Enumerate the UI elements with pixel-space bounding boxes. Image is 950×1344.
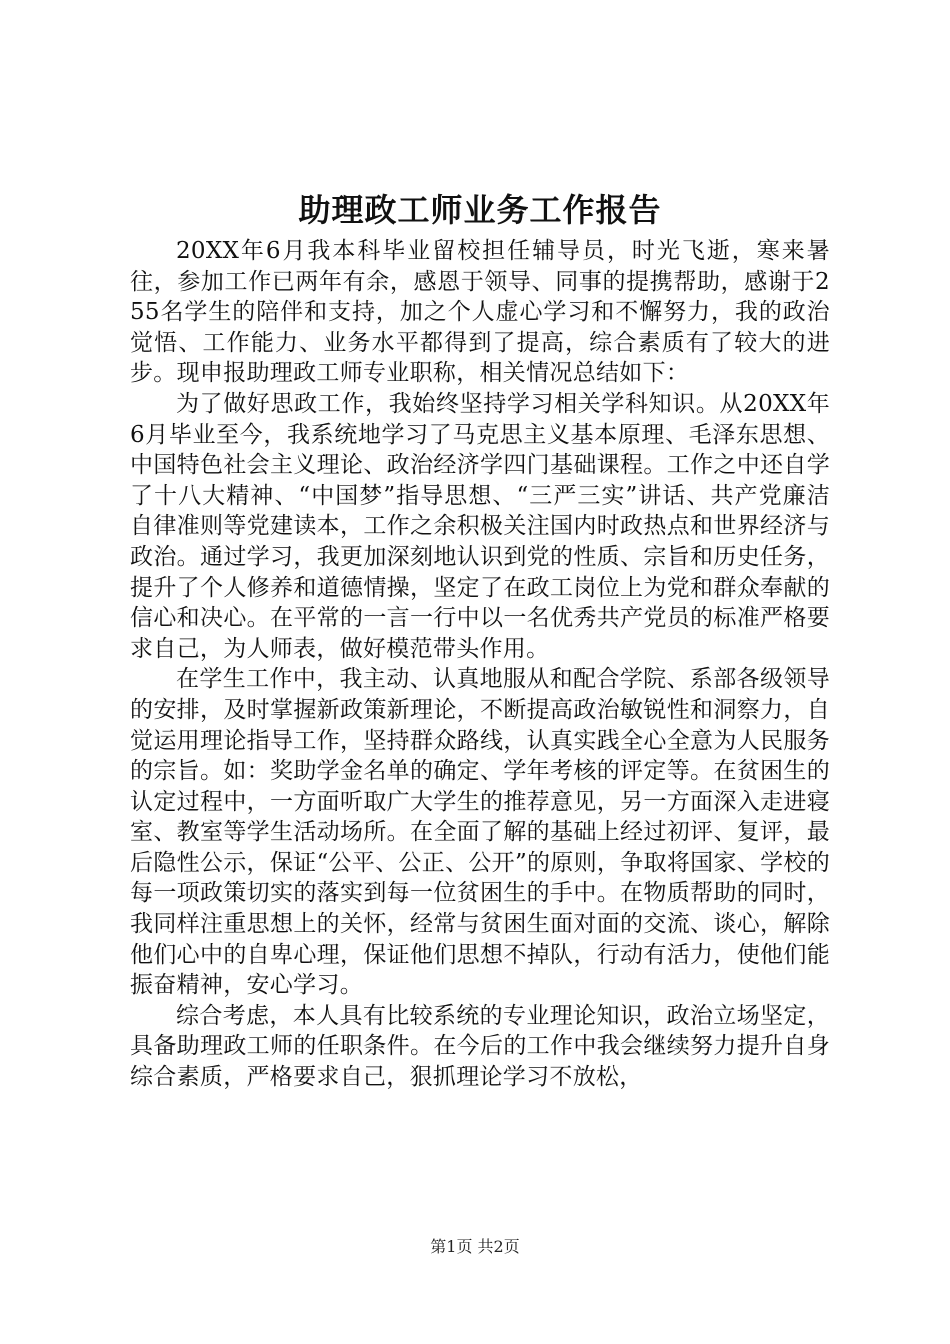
page-number-footer: 第1页 共2页 — [430, 1237, 520, 1256]
paragraph-3: 在学生工作中，我主动、认真地服从和配合学院、系部各级领导的安排，及时掌握新政策新理论，不断提高政治敏锐性和洞察力，自觉运用理论指导工作，坚持群众路线，认真实践全心全意为人民服务的宗旨。如：奖助学金名单的确定、学年考核的评定等。在贫困生的认定过程中，一方面听取广大学生的推荐意见，另一方面深入走进寝室、教室等学生活动场所。在全面了解的基础上经过初评、复评，最后隐性公示，保证“公平、公正、公开”的原则，争取将国家、学校的每一项政策切实的落实到每一位贫困生的手中。在物质帮助的同时，我同样注重思想上的关怀，经常与贫困生面对面的交流、谈心，解除他们心中的自卑心理，保证他们思想不掉队，行动有活力，使他们能振奋精神，安心学习。 — [130, 666, 830, 999]
paragraph-4: 综合考虑，本人具有比较系统的专业理论知识，政治立场坚定，具备助理政工师的任职条件。在今后的工作中我会继续努力提升自身综合素质，严格要求自己，狠抓理论学习不放松， — [130, 1002, 830, 1091]
document-title: 助理政工师业务工作报告 — [298, 191, 662, 229]
document-body — [130, 236, 830, 1093]
paragraph-1: 20XX年6月我本科毕业留校担任辅导员，时光飞逝，寒来暑往，参加工作已两年有余，感恩于领导、同事的提携帮助，感谢于255名学生的陪伴和支持，加之个人虚心学习和不懈努力，我的政治觉悟、工作能力、业务水平都得到了提高，综合素质有了较大的进步。现申报助理政工师专业职称，相关情况总结如下： — [130, 238, 830, 387]
paragraph-2: 为了做好思政工作，我始终坚持学习相关学科知识。从20XX年6月毕业至今，我系统地学习了马克思主义基本原理、毛泽东思想、中国特色社会主义理论、政治经济学四门基础课程。工作之中还自学了十八大精神、“中国梦”指导思想、“三严三实”讲话、共产党廉洁自律准则等党建读本，工作之余积极关注国内时政热点和世界经济与政治。通过学习，我更加深刻地认识到党的性质、宗旨和历史任务，提升了个人修养和道德情操，坚定了在政工岗位上为党和群众奉献的信心和决心。在平常的一言一行中以一名优秀共产党员的标准严格要求自己，为人师表，做好模范带头作用。 — [130, 390, 830, 662]
